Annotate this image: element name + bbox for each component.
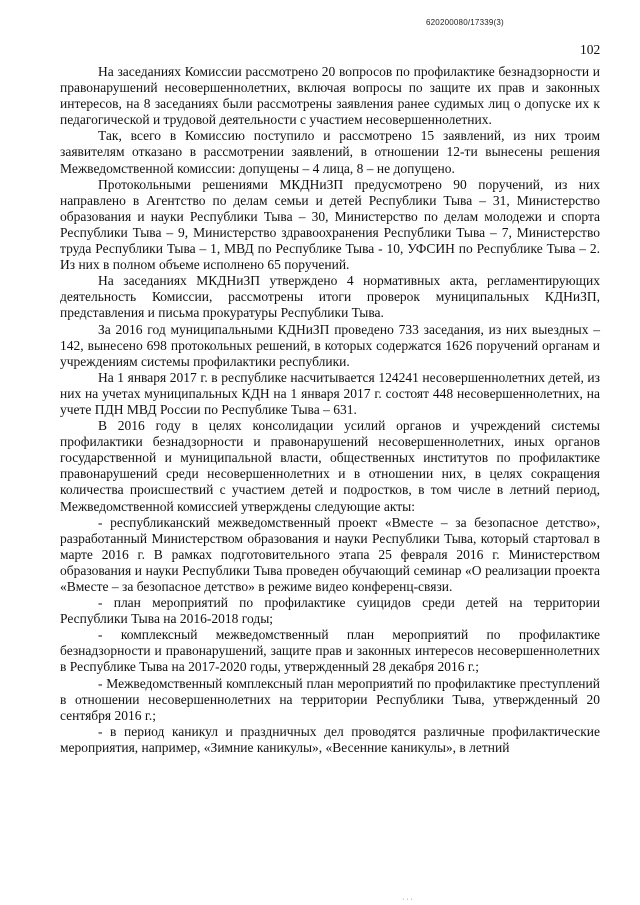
scan-mark: · · · xyxy=(402,896,413,903)
list-item-crime-plan: - Межведомственный комплексный план мероприятий по профилактике преступлений в отношении несовершеннолетних на территории Республики Тыва, утвержденный 20 сентября 2016 г.; xyxy=(60,675,600,723)
paragraph-commission-questions: На заседаниях Комиссии рассмотрено 20 вопросов по профилактике безнадзорности и правонарушений несовершеннолетних, включая вопросы по защите их прав и законных интересов, на 8 заседаниях были рассмотрены заявления ранее судимых лиц о допуске их к педагогической и трудовой деятельности с участием несовершеннолетних. xyxy=(60,64,600,128)
list-item-complex-plan: - комплексный межведомственный план мероприятий по профилактике безнадзорности и правонарушений, защите прав и законных интересов несовершеннолетних в Республике Тыва на 2017-2020 годы, утвержденный 28 декабря 2016 г.; xyxy=(60,627,600,675)
paragraph-applications: Так, всего в Комиссию поступило и рассмотрено 15 заявлений, из них троим заявителям отказано в рассмотрении заявлений, в отношении 12-ти вынесены решения Межведомственной комиссии: допущены – 4 лица, 8 – не допущено. xyxy=(60,128,600,176)
paragraph-normative-acts: На заседаниях МКДНиЗП утверждено 4 нормативных акта, регламентирующих деятельность Комиссии, рассмотрены итоги проверок муниципальных КДНиЗП, представления и письма прокуратуры Республики Тыва. xyxy=(60,273,600,321)
document-body xyxy=(60,64,600,756)
document-code: 620200080/17339(3) xyxy=(426,18,504,27)
paragraph-protocol-decisions: Протокольными решениями МКДНиЗП предусмотрено 90 поручений, из них направлено в Агентство по делам семьи и детей Республики Тыва – 31, Министерство образования и науки Республики Тыва – 30, Министерство по делам молодежи и спорта Республики Тыва – 9, Министерство здравоохранения Республики Тыва – 7, Министерство труда Республики Тыва – 1, МВД по Республике Тыва - 10, УФСИН по Республике Тыва – 2. Из них в полном объеме исполнено 65 поручений. xyxy=(60,176,600,273)
page-number: 102 xyxy=(580,42,601,57)
list-item-project-together: - республиканский межведомственный проект «Вместе – за безопасное детство», разработанный Министерством образования и науки Республики Тыва, который стартовал в марте 2016 г. В рамках подготовительного этапа 25 февраля 2016 г. Министерством образования и науки Республики Тыва проведен обучающий семинар «О реализации проекта «Вместе – за безопасное детство» в режиме видео конференц-связи. xyxy=(60,514,600,594)
paragraph-municipal-kdn: За 2016 год муниципальными КДНиЗП проведено 733 заседания, из них выездных – 142, вынесено 698 протокольных решений, в которых содержатся 1626 поручений органам и учреждениям системы профилактики республики. xyxy=(60,321,600,369)
list-item-holidays: - в период каникул и праздничных дел проводятся различные профилактические мероприятия, например, «Зимние каникулы», «Весенние каникулы», в летний xyxy=(60,723,600,755)
list-item-suicide-plan: - план мероприятий по профилактике суицидов среди детей на территории Республики Тыва на 2016-2018 годы; xyxy=(60,595,600,627)
paragraph-minors-count: На 1 января 2017 г. в республике насчитывается 124241 несовершеннолетних детей, из них на учетах муниципальных КДН на 1 января 2017 г. состоят 448 несовершеннолетних, на учете ПДН МВД России по Республике Тыва – 631. xyxy=(60,369,600,417)
paragraph-consolidation: В 2016 году в целях консолидации усилий органов и учреждений системы профилактики безнадзорности и правонарушений несовершеннолетних, иных органов государственной и муниципальной власти, общественных институтов по профилактике правонарушений среди несовершеннолетних и в отношении них, в целях сокращения количества происшествий с участием детей и подростков, в том числе в летний период, Межведомственной комиссией утверждены следующие акты: xyxy=(60,418,600,514)
